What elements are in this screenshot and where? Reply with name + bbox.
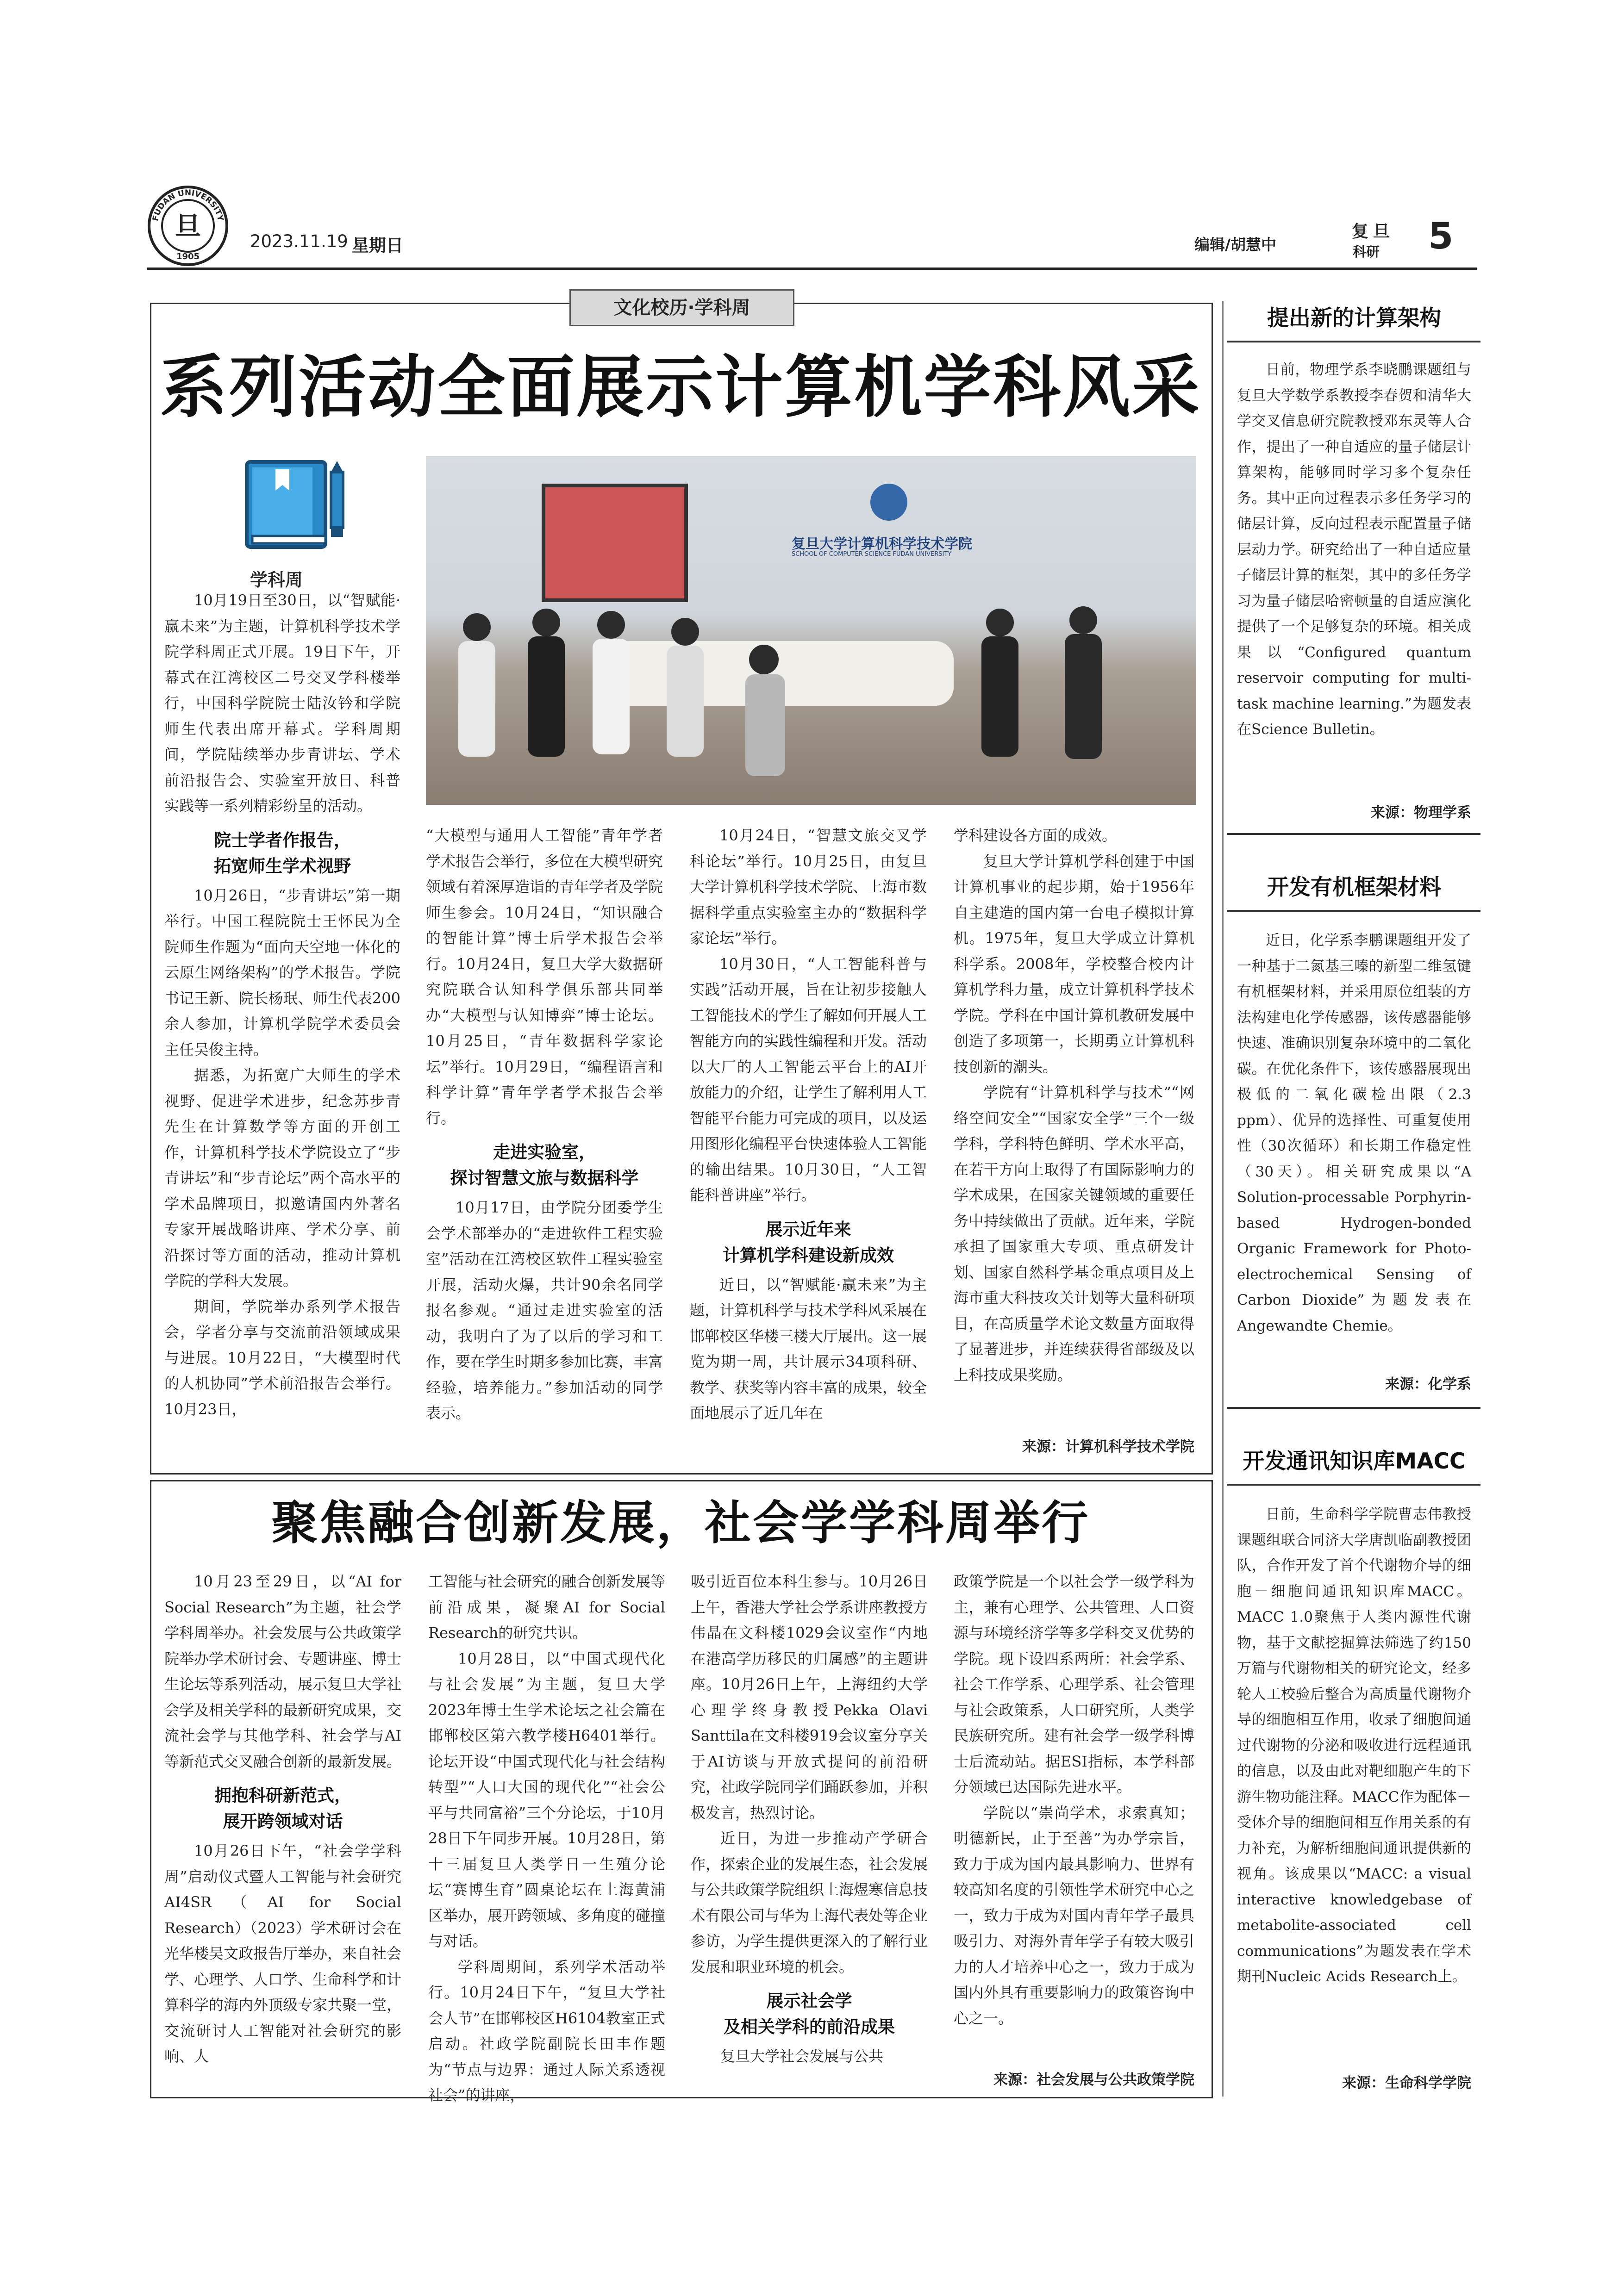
paragraph: 期间，学院举办系列学术报告会，学者分享与交流前沿领域成果与进展。10月22日，“大模型时代的人机协同”学术前沿报告会举行。10月23日，	[164, 1297, 400, 1418]
story2-col3	[691, 1569, 928, 2070]
paragraph: 近日，以“智赋能·赢未来”为主题，计算机科学与技术学科风采展在邯郸校区华楼三楼大厅展出。这一展览为期一周，共计展示34项科研、教学、获奖等内容丰富的成果，较全面地展示了近几年在	[690, 1276, 927, 1422]
sidebar-rule	[1227, 833, 1480, 835]
paragraph: 10月28日，以“中国式现代化与社会发展”为主题，复旦大学2023年博士生学术论坛之社会篇在邯郸校区第六教学楼H6401举行。论坛开设“中国式现代化与社会结构转型”“人口大国的现代化”“社会公平与共同富裕”三个分论坛，于10月28日下午同步开展。10月28日，第十三届复旦人类学日一生殖分论坛“赛博生育”圆桌论坛在上海黄浦区举办，展开跨领域、多角度的碰撞与对话。	[428, 1649, 666, 1950]
page-number: 5	[1428, 216, 1454, 257]
story1-kicker: 文化校历·学科周	[569, 289, 794, 326]
header-rule	[147, 268, 1477, 270]
group-photo	[426, 456, 1196, 805]
paragraph: 10月26日，“步青讲坛”第一期举行。中国工程院院士王怀民为全院师生作题为“面向天空地一体化的云原生网络架构”的学术报告。学院书记王新、院长杨珉、师生代表200余人参加，计算机学院学术委员会主任吴俊主持。	[164, 886, 400, 1058]
svg-text:FUDAN UNIVERSITY: FUDAN UNIVERSITY	[150, 188, 225, 222]
subheading: 展示社会学 及相关学科的前沿成果	[724, 1991, 895, 2037]
paragraph: 10月23至29日，以“AI for Social Research”为主题，社会学学科周举办。社会发展与公共政策学院举办学术研讨会、专题讲座、博士生论坛等系列活动，展示复旦大学社会学及相关学科的最新研究成果，交流社会学与其他学科、社会学与AI等新范式交叉融合创新的最新发展。	[164, 1573, 402, 1770]
paragraph: 近日，为进一步推动产学研合作，探索企业的发展生态，社会发展与公共政策学院组织上海煜寒信息技术有限公司与华为上海代表处等企业参访，为学生提供更深入的了解行业发展和职业环境的机会。	[691, 1829, 928, 1976]
story1-col4	[954, 823, 1194, 1388]
sidebar-source: 来源：物理学系	[1371, 804, 1471, 821]
sidebar-source: 来源：生命科学学院	[1342, 2075, 1471, 2091]
photo-wall-logo	[870, 484, 907, 521]
sidebar-article	[1237, 928, 1471, 1339]
paragraph: 政策学院是一个以社会学一级学科为主，兼有心理学、公共管理、人口资源与环境经济学等多学科交叉优势的学院。现下设四系两所：社会学系、社会工作学系、心理学系、社会管理与社会政策系，人口研究所，人类学民族研究所。建有社会学一级学科博士后流动站。据ESI指标，本学科部分领域已达国际先进水平。	[954, 1573, 1194, 1796]
subheading: 展示近年来 计算机学科建设新成效	[723, 1219, 894, 1265]
issue-weekday: 星期日	[352, 236, 403, 255]
sidebar-rule	[1227, 1484, 1480, 1486]
subheading: 拥抱科研新范式， 展开跨领域对话	[214, 1786, 351, 1831]
paragraph: 学科建设各方面的成效。	[954, 827, 1117, 844]
story1-headline: 系列活动全面展示计算机学科风采	[160, 348, 1201, 427]
paragraph: 10月24日，“智慧文旅交叉学科论坛”举行。10月25日，由复旦大学计算机科学技术学院、上海市数据科学重点实验室主办的“数据科学家论坛”举行。	[690, 827, 927, 947]
paragraph: 10月26日下午，“社会学学科周”启动仪式暨人工智能与社会研究AI4SR（AI for Social Research）（2023）学术研讨会在光华楼吴文政报告厅举办，来自社会学、心理学、人口学、生命科学和计算科学的海内外顶级专家共聚一堂，交流研讨人工智能对社会研究的影响、人	[164, 1842, 402, 2065]
paragraph: “大模型与通用人工智能”青年学者学术报告会举行，多位在大模型研究领域有着深厚造诣的青年学者及学院师生参会。10月24日，“知识融合的智能计算”博士后学术报告会举行。10月24日，复旦大学大数据研究院联合认知科学俱乐部共同举办“大模型与认知博弈”博士论坛。10月25日，“青年数据科学家论坛”举行。10月29日，“编程语言和科学计算”青年学者学术报告会举行。	[426, 827, 663, 1127]
subheading: 院士学者作报告， 拓宽师生学术视野	[214, 830, 351, 876]
story2-source: 来源：社会发展与公共政策学院	[993, 2072, 1194, 2088]
story1-col2	[426, 823, 663, 1426]
svg-text:1905: 1905	[176, 252, 200, 261]
paragraph: 10月30日，“人工智能科普与实践”活动开展，旨在让初步接触人工智能技术的学生了解如何开展人工智能方向的实践性编程和开发。活动以大厂的人工智能云平台上的AI开放能力的介绍，让学生了解利用人工智能平台能力可完成的项目，以及运用图形化编程平台快速体验人工智能的输出结果。10月30日，“人工智能科普讲座”举行。	[690, 955, 927, 1204]
icon-label: 学科周	[250, 570, 303, 590]
paragraph: 学科周期间，系列学术活动举行。10月24日下午，“复旦大学社会人节”在邯郸校区H6104教室正式启动。社政学院副院长田丰作题为“节点与边界：通过人际关系透视社会”的讲座，	[428, 1958, 665, 2104]
photo-people	[426, 572, 1196, 805]
paragraph: 日前，物理学系李晓鹏课题组与复旦大学数学系教授李春贺和清华大学交叉信息研究院教授邓东灵等人合作，提出了一种自适应的量子储层计算架构，能够同时学习多个复杂任务。其中正向过程表示多任务学习的储层计算，反向过程表示配置量子储层动力学。研究给出了一种自适应量子储层计算的框架，其中的多任务学习为量子储层哈密顿量的自适应演化提供了一个足够复杂的环境。相关成果以“Configured quantum reservoir computing for multi-task machine learning.”为题发表在Science Bulletin。	[1237, 361, 1471, 738]
sidebar-title: 提出新的计算架构	[1267, 305, 1441, 331]
story1-col1	[164, 588, 400, 1422]
paragraph: 吸引近百位本科生参与。10月26日上午，香港大学社会学系讲座教授方伟晶在文科楼1029会议室作“内地在港高学历移民的归属感”的主题讲座。10月26日上午，上海纽约大学心理学终身教授Pekka Olavi Santtila在文科楼919会议室分享关于AI访谈与开放式提问的前沿研究，社政学院同学们踊跃参加，并积极发言，热烈讨论。	[691, 1573, 928, 1822]
masthead-top: 复旦	[1352, 222, 1395, 241]
sidebar-article	[1237, 1502, 1471, 1990]
sidebar-rule	[1227, 1407, 1480, 1409]
photo-banner-en: SCHOOL OF COMPUTER SCIENCE FUDAN UNIVERSITY	[792, 551, 952, 558]
book-icon	[243, 458, 350, 551]
sidebar-title: 开发有机框架材料	[1267, 875, 1441, 900]
story1-source: 来源：计算机科学技术学院	[1022, 1438, 1194, 1455]
paragraph: 复旦大学社会发展与公共	[720, 2047, 884, 2065]
subheading: 走进实验室， 探讨智慧文旅与数据科学	[450, 1142, 639, 1188]
sidebar-title: 开发通讯知识库MACC	[1243, 1449, 1466, 1474]
paragraph: 学院以“崇尚学术，求索真知；明德新民，止于至善”为办学宗旨，致力于成为国内最具影响力、世界有较高知名度的引领性学术研究中心之一，致力于成为对国内青年学子最具吸引力、对海外青年学子有较大吸引力的人才培养中心之一，致力于成为国内外具有重要影响力的政策咨询中心之一。	[954, 1804, 1194, 2027]
svg-text:旦: 旦	[175, 211, 201, 242]
masthead-bottom: 科研	[1353, 244, 1380, 260]
paragraph: 复旦大学计算机学科创建于中国计算机事业的起步期，始于1956年自主建造的国内第一台电子模拟计算机。1975年，复旦大学成立计算机科学系。2008年，学校整合校内计算机学科力量，成立计算机科学技术学院。学科在中国计算机教研发展中创造了多项第一，长期勇立计算机科技创新的潮头。	[954, 852, 1194, 1076]
sidebar-rule	[1227, 910, 1480, 912]
issue-date: 2023.11.19	[250, 231, 348, 251]
story2-col1	[164, 1569, 401, 2070]
story2-col2	[428, 1569, 665, 2109]
paragraph: 据悉，为拓宽广大师生的学术视野、促进学术进步，纪念苏步青先生在计算数学等方面的开创工作，计算机科学技术学院设立了“步青讲坛”和“步青论坛”两个高水平的学术品牌项目，拟邀请国内外著名专家开展战略讲座、学术分享、前沿探讨等方面的活动，推动计算机学院的学科大发展。	[164, 1066, 400, 1289]
paragraph: 10月17日，由学院分团委学生会学术部举办的“走进软件工程实验室”活动在江湾校区软件工程实验室开展，活动火爆，共计90余名同学报名参观。“通过走进实验室的活动，我明白了为了以后的学习和工作，要在学生时期多参加比赛，丰富经验，培养能力。”参加活动的同学表示。	[426, 1199, 663, 1422]
sidebar-article	[1237, 357, 1471, 743]
page-editor: 编辑/胡慧中	[1194, 236, 1277, 254]
story2-col4	[954, 1569, 1194, 2031]
story1-col3	[690, 823, 927, 1426]
photo-banner: 复旦大学计算机科学技术学院	[792, 536, 972, 552]
paragraph: 近日，化学系李鹏课题组开发了一种基于二氮基三嗪的新型二维氢键有机框架材料，并采用原位组装的方法构建电化学传感器，该传感器能够快速、准确识别复杂环境中的二氧化碳。在优化条件下，该传感器展现出极低的二氧化碳检出限（2.3 ppm）、优异的选择性、可重复使用性（30次循环）和长期工作稳定性（30天）。相关研究成果以“A Solution-processable Porphyrin-based Hydrogen-bonded Organic Framework for Photo-electrochemical Sensing of Carbon Dioxide”为题发表在Angewandte Chemie。	[1237, 932, 1471, 1334]
paragraph: 10月19日至30日，以“智赋能·赢未来”为主题，计算机科学技术学院学科周正式开展。19日下午，开幕式在江湾校区二号交叉学科楼举行，中国科学院院士陆汝钤和学院师生代表出席开幕式。学科周期间，学院陆续举办步青讲坛、学术前沿报告会、实验室开放日、科普实践等一系列精彩纷呈的活动。	[164, 591, 400, 815]
sidebar-source: 来源：化学系	[1385, 1376, 1471, 1393]
paragraph: 日前，生命科学学院曹志伟教授课题组联合同济大学唐凯临副教授团队，合作开发了首个代谢物介导的细胞－细胞间通讯知识库MACC。MACC 1.0聚焦于人类内源性代谢物，基于文献挖掘算法筛选了约150万篇与代谢物相关的研究论文，经多轮人工校验后整合为高质量代谢物介导的细胞相互作用，收录了细胞间通过代谢物的分泌和吸收进行远程通讯的信息，以及由此对靶细胞产生的下游生物功能注释。MACC作为配体－受体介导的细胞间相互作用关系的有力补充，为解析细胞间通讯提供新的视角。该成果以“MACC: a visual interactive knowledgebase of metabolite-associated cell communications”为题发表在学术期刊Nucleic Acids Research上。	[1237, 1506, 1471, 1985]
sidebar-rule	[1227, 341, 1480, 342]
university-logo	[147, 185, 229, 267]
sidebar-divider	[1222, 301, 1224, 2097]
paragraph: 学院有“计算机科学与技术”“网络空间安全”“国家安全学”三个一级学科，学科特色鲜明、学术水平高，在若干方向上取得了有国际影响力的学术成果，在国家关键领域的重要任务中持续做出了贡献。近年来，学院承担了国家重大专项、重点研发计划、国家自然科学基金重点项目及上海市重大科技攻关计划等大量科研项目，在高质量学术论文数量方面取得了显著进步，并连续获得省部级及以上科技成果奖励。	[954, 1083, 1194, 1384]
paragraph: 工智能与社会研究的融合创新发展等前沿成果，凝聚AI for Social Research的研究共识。	[428, 1573, 666, 1642]
story2-headline: 聚焦融合创新发展，社会学学科周举行	[271, 1495, 1090, 1550]
